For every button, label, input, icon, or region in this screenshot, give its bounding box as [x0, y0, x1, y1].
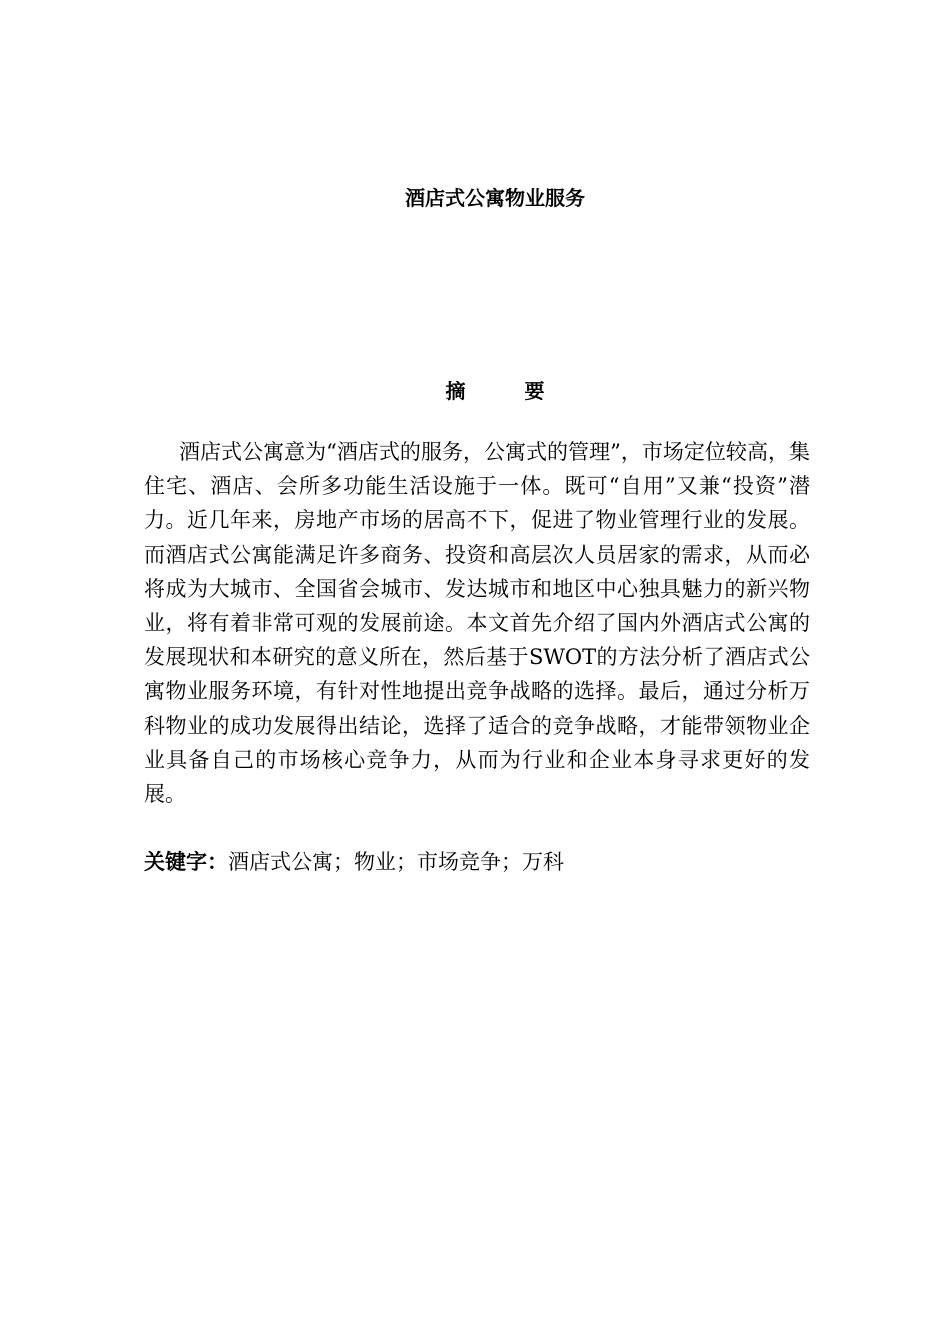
keywords-value: 酒店式公寓；物业；市场竞争；万科 [228, 850, 564, 874]
abstract-paragraph: 酒店式公寓意为“酒店式的服务，公寓式的管理”，市场定位较高，集住宅、酒店、会所多功能生活设施于一体。既可“自用”又兼“投资”潜力。近几年来，房地产市场的居高不下，促进了物业管理行业的发展。而酒店式公寓能满足许多商务、投资和高层次人员居家的需求，从而必将成为大城市、全国省会城市、发达城市和地区中心独具魅力的新兴物业，将有着非常可观的发展前途。本文首先介绍了国内外酒店式公寓的发展现状和本研究的意义所在，然后基于SWOT的方法分析了酒店式公寓物业服务环境，有针对性地提出竞争战略的选择。最后，通过分析万科物业的成功发展得出结论，选择了适合的竞争战略，才能带领物业企业具备自己的市场核心竞争力，从而为行业和企业本身寻求更好的发展。 [144, 440, 810, 807]
abstract-heading: 摘 要 [445, 379, 571, 403]
document-title: 酒店式公寓物业服务 [405, 186, 585, 210]
keywords-line [144, 845, 810, 879]
keywords-label: 关键字： [144, 850, 228, 874]
